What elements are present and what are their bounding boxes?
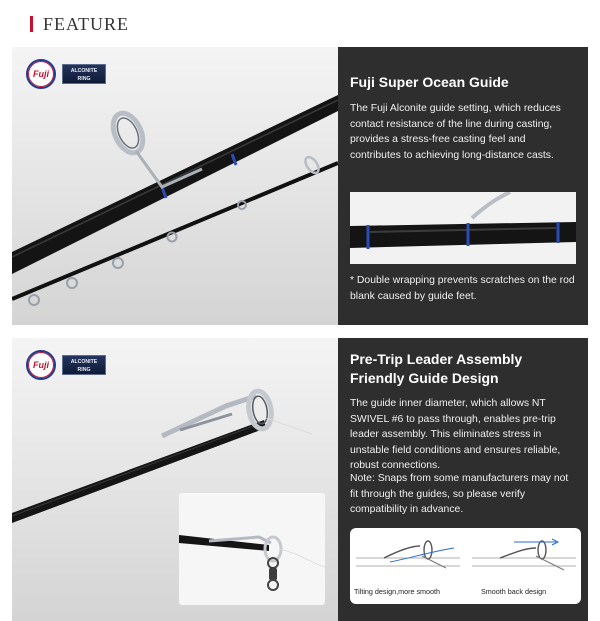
feature-title: Fuji Super Ocean Guide xyxy=(350,74,509,90)
caption-smooth-back: Smooth back design xyxy=(481,587,547,596)
caption-tilting-design: Tilting design,more smooth xyxy=(354,587,441,596)
swivel-closeup xyxy=(179,493,325,605)
feature-body: The guide inner diameter, which allows NT SWIVEL #6 to pass through, enables pre-trip leader assembly. This eliminates stress in unstable field conditions and ensures reliable, robust connections. xyxy=(350,398,561,472)
tilting-design-drawing xyxy=(356,541,460,568)
alconite-ring-badge: ALCONITE RING xyxy=(62,64,106,84)
fuji-logo: Fuji xyxy=(26,350,56,380)
feature-panel-super-ocean-guide xyxy=(12,47,588,325)
feature-title-line2: Friendly Guide Design xyxy=(350,370,499,386)
feature-text-2 xyxy=(338,338,588,621)
section-header xyxy=(30,12,129,36)
feature-body: The Fuji Alconite guide setting, which reduces contact resistance of the line during casting, provides a stress-free casting feel and contributes to achieving long-distance casts. xyxy=(350,103,561,161)
feature-note: * Double wrapping prevents scratches on the rod blank caused by guide feet. xyxy=(350,275,575,302)
rod-photo-1 xyxy=(12,47,338,325)
brand-badges xyxy=(26,350,106,380)
feature-title-line1: Pre-Trip Leader Assembly xyxy=(350,351,523,367)
feature-text-1 xyxy=(338,47,588,325)
alconite-ring-badge: ALCONITE RING xyxy=(62,355,106,375)
header-title: FEATURE xyxy=(43,13,130,34)
feature-note: Note: Snaps from some manufacturers may not fit through the guides, so please verify compatibility in advance. xyxy=(350,473,569,516)
guide-design-diagram xyxy=(350,528,581,604)
double-wrap-closeup xyxy=(350,192,576,264)
brand-badges xyxy=(26,59,106,89)
smooth-back-drawing xyxy=(472,539,576,570)
rod-photo-2 xyxy=(12,338,338,621)
fuji-logo: Fuji xyxy=(26,59,56,89)
header-accent-bar xyxy=(30,16,33,32)
feature-panel-leader-assembly xyxy=(12,338,588,621)
